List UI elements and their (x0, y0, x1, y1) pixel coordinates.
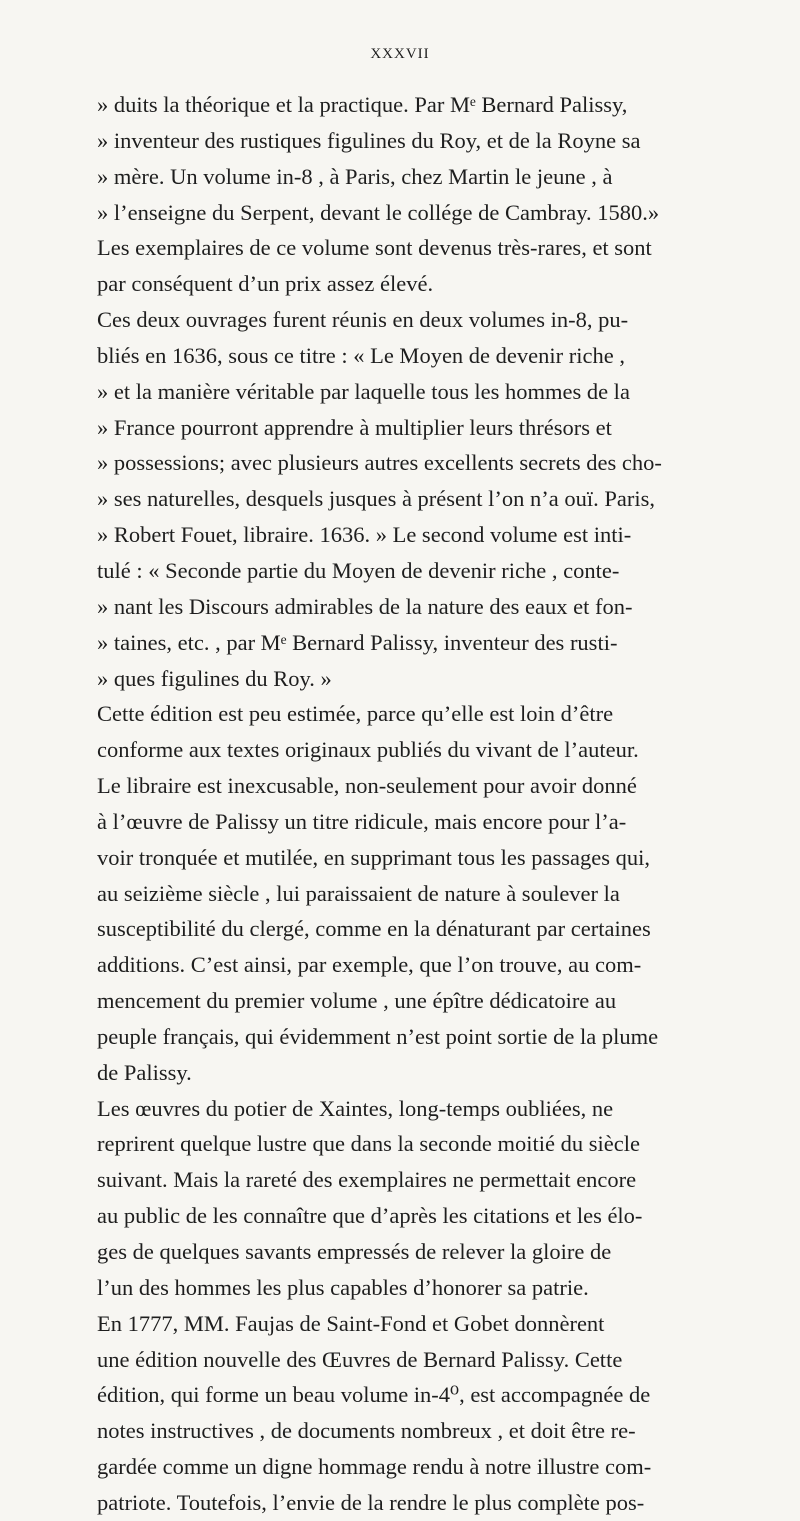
text-line: patriote. Toutefois, l’envie de la rendre le plus complète pos- (97, 1489, 645, 1515)
text-line: » nant les Discours admirables de la nature des eaux et fon- (97, 593, 633, 619)
body-text (97, 87, 717, 1521)
text-line: l’un des hommes les plus capables d’honorer sa patrie. (97, 1274, 589, 1300)
text-line: notes instructives , de documents nombreux , et doit être re- (97, 1418, 636, 1444)
text-line: peuple français, qui évidemment n’est point sortie de la plume (97, 1023, 659, 1049)
text-line: édition, qui forme un beau volume in-4⁰, est accompagnée de (97, 1382, 651, 1408)
text-line: conforme aux textes originaux publiés du vivant de l’auteur. (97, 737, 639, 763)
text-line: au public de les connaître que d’après les citations et les élo- (97, 1203, 643, 1229)
text-line: suivant. Mais la rareté des exemplaires ne permettait encore (97, 1167, 637, 1193)
text-line: par conséquent d’un prix assez élevé. (97, 271, 434, 297)
text-line: reprirent quelque lustre que dans la seconde moitié du siècle (97, 1131, 640, 1157)
text-line: mencement du premier volume , une épître dédicatoire au (97, 988, 617, 1014)
page-number: XXXVII (370, 46, 430, 62)
text-line: » duits la théorique et la practique. Par Mᵉ Bernard Palissy, (97, 92, 628, 117)
text-line: au seizième siècle , lui paraissaient de nature à soulever la (97, 880, 620, 906)
text-line: Ces deux ouvrages furent réunis en deux volumes in-8, pu- (97, 307, 629, 333)
text-line: de Palissy. (97, 1059, 192, 1085)
text-line: ges de quelques savants empressés de relever la gloire de (97, 1239, 612, 1264)
text-line: Cette édition est peu estimée, parce qu’elle est loin d’être (97, 701, 614, 727)
text-line: » ques figulines du Roy. » (97, 665, 332, 691)
text-line: tulé : « Seconde partie du Moyen de devenir riche , conte- (97, 557, 620, 583)
text-line: » ses naturelles, desquels jusques à présent l’on n’a ouï. Paris, (97, 486, 656, 512)
text-line: voir tronquée et mutilée, en supprimant tous les passages qui, (97, 844, 651, 870)
text-line: » l’enseigne du Serpent, devant le collége de Cambray. 1580.» (97, 199, 660, 225)
text-line: Le libraire est inexcusable, non-seulement pour avoir donné (97, 773, 637, 799)
text-line: » possessions; avec plusieurs autres excellents secrets des cho- (97, 450, 662, 476)
text-line: à l’œuvre de Palissy un titre ridicule, mais encore pour l’a- (97, 808, 627, 834)
text-line: gardée comme un digne hommage rendu à notre illustre com- (97, 1454, 652, 1480)
text-line: » taines, etc. , par Mᵉ Bernard Palissy, inventeur des rusti- (97, 629, 618, 655)
text-line: » France pourront apprendre à multiplier leurs thrésors et (97, 414, 612, 440)
text-line: une édition nouvelle des Œuvres de Bernard Palissy. Cette (97, 1346, 623, 1372)
text-line: » Robert Fouet, libraire. 1636. » Le second volume est inti- (97, 522, 632, 548)
text-line: Les exemplaires de ce volume sont devenus très-rares, et sont (97, 235, 652, 261)
text-line: susceptibilité du clergé, comme en la dénaturant par certaines (97, 916, 651, 942)
text-line: bliés en 1636, sous ce titre : « Le Moyen de devenir riche , (97, 342, 625, 368)
text-line: En 1777, MM. Faujas de Saint-Fond et Gobet donnèrent (97, 1310, 605, 1336)
text-line: additions. C’est ainsi, par exemple, que l’on trouve, au com- (97, 952, 642, 978)
text-line: Les œuvres du potier de Xaintes, long-temps oubliées, ne (97, 1095, 614, 1121)
text-line: » mère. Un volume in-8 , à Paris, chez Martin le jeune , à (97, 163, 613, 189)
text-line: » inventeur des rustiques figulines du Roy, et de la Royne sa (97, 127, 641, 153)
text-line: » et la manière véritable par laquelle tous les hommes de la (97, 378, 630, 404)
